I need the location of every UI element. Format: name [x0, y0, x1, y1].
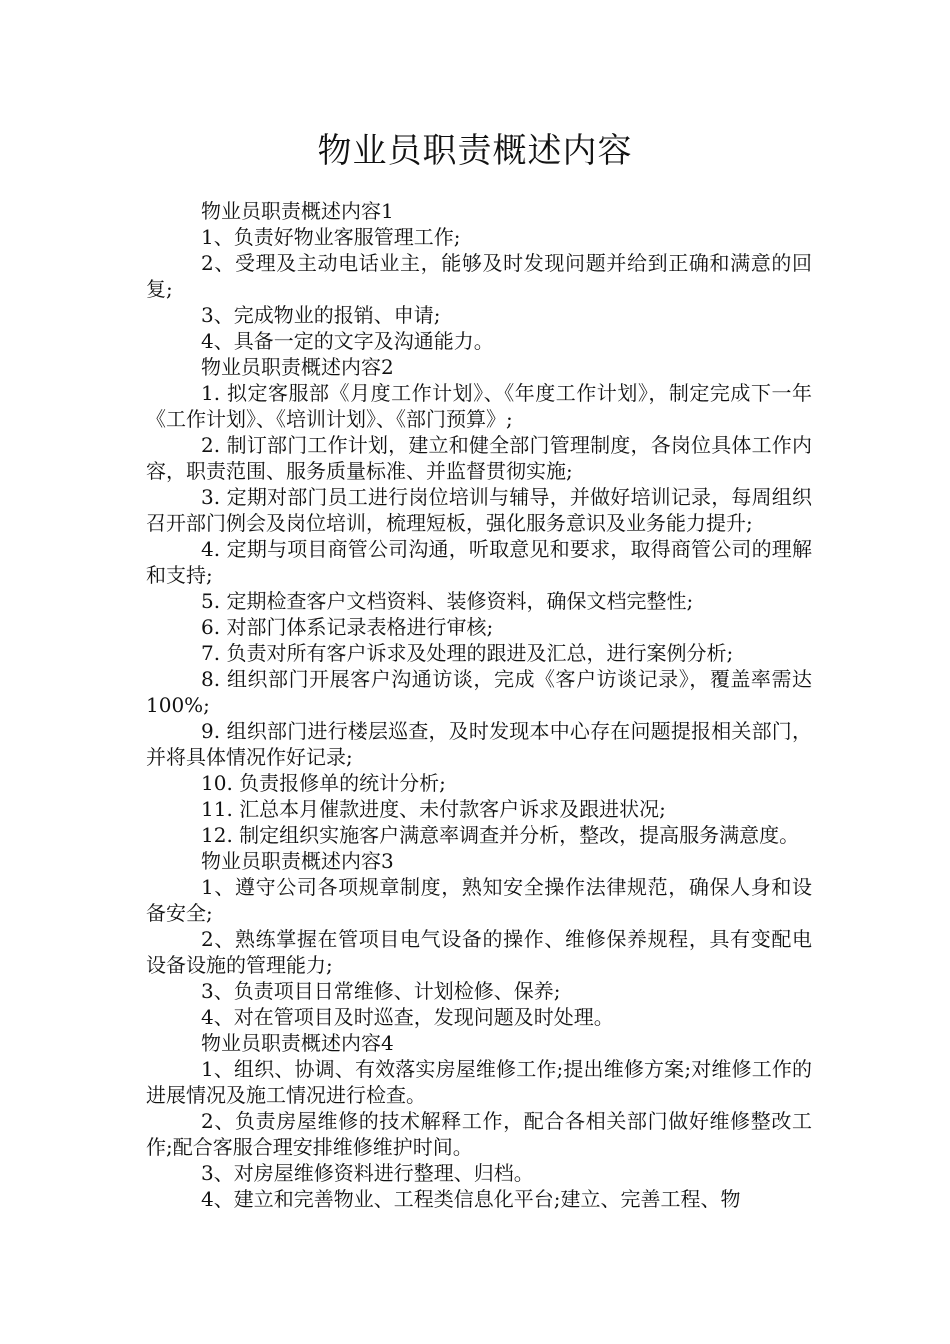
- list-item: 1、组织、协调、有效落实房屋维修工作;提出维修方案;对维修工作的进展情况及施工情况进行检查。: [146, 1057, 812, 1107]
- list-item: 4、具备一定的文字及沟通能力。: [201, 329, 494, 353]
- list-item: 1. 拟定客服部《月度工作计划》、《年度工作计划》，制定完成下一年《工作计划》、《培训计划》、《部门预算》;: [146, 381, 812, 431]
- list-item: 8. 组织部门开展客户沟通访谈，完成《客户访谈记录》，覆盖率需达100%;: [146, 667, 812, 717]
- section-heading-4: 物业员职责概述内容4: [201, 1031, 394, 1055]
- list-item: 3、负责项目日常维修、计划检修、保养;: [201, 979, 561, 1003]
- section-heading-2: 物业员职责概述内容2: [201, 355, 394, 379]
- list-item: 1、遵守公司各项规章制度，熟知安全操作法律规范，确保人身和设备安全;: [146, 875, 812, 925]
- list-item: 6. 对部门体系记录表格进行审核;: [201, 615, 494, 639]
- list-item: 4、建立和完善物业、工程类信息化平台;建立、完善工程、物: [201, 1187, 741, 1211]
- document-body: [146, 198, 812, 1212]
- list-item: 1、负责好物业客服管理工作;: [201, 225, 461, 249]
- section-heading-1: 物业员职责概述内容1: [201, 199, 394, 223]
- list-item: 2、负责房屋维修的技术解释工作，配合各相关部门做好维修整改工作;配合客服合理安排维修维护时间。: [146, 1109, 812, 1159]
- list-item: 2. 制订部门工作计划，建立和健全部门管理制度，各岗位具体工作内容，职责范围、服务质量标准、并监督贯彻实施;: [146, 433, 812, 483]
- list-item: 2、受理及主动电话业主，能够及时发现问题并给到正确和满意的回复;: [146, 251, 812, 301]
- list-item: 2、熟练掌握在管项目电气设备的操作、维修保养规程，具有变配电设备设施的管理能力;: [146, 927, 812, 977]
- list-item: 4、对在管项目及时巡查，发现问题及时处理。: [201, 1005, 614, 1029]
- list-item: 11. 汇总本月催款进度、未付款客户诉求及跟进状况;: [201, 797, 666, 821]
- list-item: 5. 定期检查客户文档资料、装修资料，确保文档完整性;: [201, 589, 694, 613]
- list-item: 4. 定期与项目商管公司沟通，听取意见和要求，取得商管公司的理解和支持;: [146, 537, 812, 587]
- list-item: 9. 组织部门进行楼层巡查，及时发现本中心存在问题提报相关部门，并将具体情况作好记录;: [146, 719, 812, 769]
- list-item: 7. 负责对所有客户诉求及处理的跟进及汇总，进行案例分析;: [201, 641, 734, 665]
- list-item: 3、完成物业的报销、申请;: [201, 303, 441, 327]
- section-heading-3: 物业员职责概述内容3: [201, 849, 394, 873]
- list-item: 12. 制定组织实施客户满意率调查并分析，整改，提高服务满意度。: [201, 823, 800, 847]
- list-item: 10. 负责报修单的统计分析;: [201, 771, 446, 795]
- document-title: 物业员职责概述内容: [317, 131, 633, 171]
- list-item: 3、对房屋维修资料进行整理、归档。: [201, 1161, 534, 1185]
- list-item: 3. 定期对部门员工进行岗位培训与辅导，并做好培训记录，每周组织召开部门例会及岗位培训，梳理短板，强化服务意识及业务能力提升;: [146, 485, 812, 535]
